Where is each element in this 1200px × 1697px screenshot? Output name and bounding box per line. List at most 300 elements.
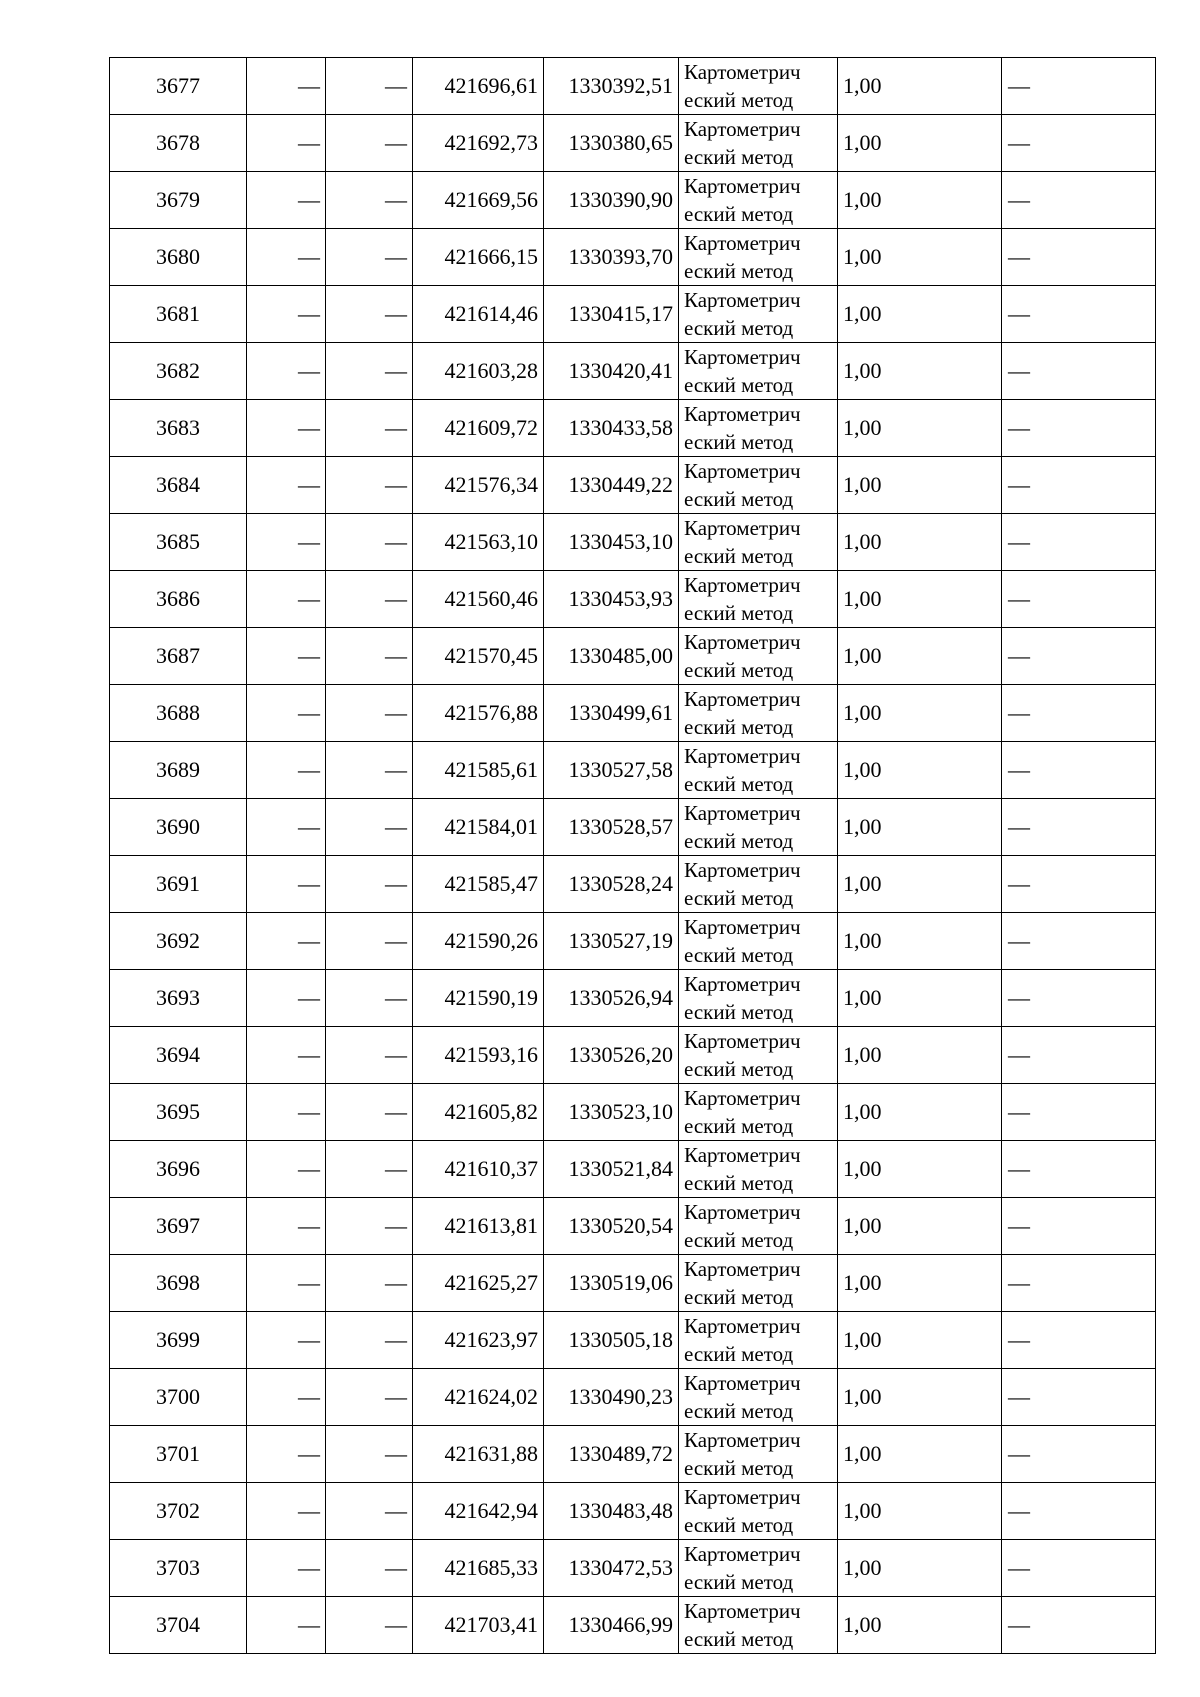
accuracy-cell: 1,00 bbox=[838, 172, 1002, 229]
method-text-line: Картометрич bbox=[684, 1485, 801, 1509]
accuracy-cell: 1,00 bbox=[838, 58, 1002, 115]
point-number-cell: 3682 bbox=[110, 343, 247, 400]
dash-cell: — bbox=[326, 58, 413, 115]
method-text-line: еский метод bbox=[684, 88, 794, 112]
dash-cell: — bbox=[247, 457, 326, 514]
accuracy-cell: 1,00 bbox=[838, 457, 1002, 514]
dash-cell: — bbox=[247, 628, 326, 685]
accuracy-cell: 1,00 bbox=[838, 514, 1002, 571]
method-text-line: еский метод bbox=[684, 487, 794, 511]
method-cell bbox=[679, 1483, 838, 1540]
method-text-line: Картометрич bbox=[684, 459, 801, 483]
dash-cell: — bbox=[326, 514, 413, 571]
method-text-line: Картометрич bbox=[684, 516, 801, 540]
coordinate-y-cell: 1330466,99 bbox=[544, 1597, 679, 1654]
method-text-line: еский метод bbox=[684, 1627, 794, 1651]
method-text-line: еский метод bbox=[684, 145, 794, 169]
dash-cell: — bbox=[1002, 58, 1156, 115]
table-row bbox=[110, 1312, 1156, 1369]
dash-cell: — bbox=[1002, 1084, 1156, 1141]
method-cell bbox=[679, 58, 838, 115]
table-row bbox=[110, 970, 1156, 1027]
coordinate-y-cell: 1330519,06 bbox=[544, 1255, 679, 1312]
coordinate-x-cell: 421584,01 bbox=[413, 799, 544, 856]
accuracy-cell: 1,00 bbox=[838, 400, 1002, 457]
method-text-line: еский метод bbox=[684, 316, 794, 340]
dash-cell: — bbox=[1002, 1141, 1156, 1198]
table-row bbox=[110, 628, 1156, 685]
accuracy-cell: 1,00 bbox=[838, 229, 1002, 286]
dash-cell: — bbox=[247, 343, 326, 400]
point-number-cell: 3702 bbox=[110, 1483, 247, 1540]
coordinate-x-cell: 421609,72 bbox=[413, 400, 544, 457]
dash-cell: — bbox=[326, 1426, 413, 1483]
method-text-line: Картометрич bbox=[684, 1314, 801, 1338]
dash-cell: — bbox=[247, 1255, 326, 1312]
dash-cell: — bbox=[1002, 457, 1156, 514]
method-text-line: Картометрич bbox=[684, 1257, 801, 1281]
coordinate-y-cell: 1330527,58 bbox=[544, 742, 679, 799]
table-row bbox=[110, 286, 1156, 343]
table-row bbox=[110, 742, 1156, 799]
method-cell bbox=[679, 742, 838, 799]
point-number-cell: 3690 bbox=[110, 799, 247, 856]
coordinate-x-cell: 421603,28 bbox=[413, 343, 544, 400]
accuracy-cell: 1,00 bbox=[838, 1597, 1002, 1654]
coordinate-x-cell: 421625,27 bbox=[413, 1255, 544, 1312]
method-text-line: Картометрич bbox=[684, 402, 801, 426]
dash-cell: — bbox=[1002, 856, 1156, 913]
point-number-cell: 3697 bbox=[110, 1198, 247, 1255]
accuracy-cell: 1,00 bbox=[838, 115, 1002, 172]
coordinate-x-cell: 421696,61 bbox=[413, 58, 544, 115]
method-cell bbox=[679, 799, 838, 856]
dash-cell: — bbox=[326, 685, 413, 742]
dash-cell: — bbox=[326, 229, 413, 286]
dash-cell: — bbox=[1002, 1027, 1156, 1084]
coordinate-y-cell: 1330490,23 bbox=[544, 1369, 679, 1426]
method-cell bbox=[679, 400, 838, 457]
dash-cell: — bbox=[1002, 913, 1156, 970]
dash-cell: — bbox=[1002, 1597, 1156, 1654]
coordinate-x-cell: 421631,88 bbox=[413, 1426, 544, 1483]
method-text-line: еский метод bbox=[684, 1000, 794, 1024]
dash-cell: — bbox=[326, 1369, 413, 1426]
table-row bbox=[110, 1084, 1156, 1141]
dash-cell: — bbox=[247, 1198, 326, 1255]
coordinate-x-cell: 421570,45 bbox=[413, 628, 544, 685]
method-text-line: Картометрич bbox=[684, 915, 801, 939]
method-text-line: еский метод bbox=[684, 943, 794, 967]
method-text-line: Картометрич bbox=[684, 1029, 801, 1053]
point-number-cell: 3679 bbox=[110, 172, 247, 229]
method-text-line: еский метод bbox=[684, 772, 794, 796]
coordinate-y-cell: 1330449,22 bbox=[544, 457, 679, 514]
table-row bbox=[110, 1597, 1156, 1654]
coordinate-y-cell: 1330528,57 bbox=[544, 799, 679, 856]
coordinate-x-cell: 421613,81 bbox=[413, 1198, 544, 1255]
dash-cell: — bbox=[326, 571, 413, 628]
method-cell bbox=[679, 172, 838, 229]
method-text-line: еский метод bbox=[684, 886, 794, 910]
table-row bbox=[110, 913, 1156, 970]
table-row bbox=[110, 1483, 1156, 1540]
coordinate-y-cell: 1330390,90 bbox=[544, 172, 679, 229]
method-cell bbox=[679, 514, 838, 571]
dash-cell: — bbox=[247, 115, 326, 172]
accuracy-cell: 1,00 bbox=[838, 799, 1002, 856]
method-text-line: Картометрич bbox=[684, 1086, 801, 1110]
table-row bbox=[110, 457, 1156, 514]
method-text-line: Картометрич bbox=[684, 744, 801, 768]
dash-cell: — bbox=[326, 799, 413, 856]
method-text-line: Картометрич bbox=[684, 174, 801, 198]
method-text-line: Картометрич bbox=[684, 1599, 801, 1623]
coordinate-y-cell: 1330523,10 bbox=[544, 1084, 679, 1141]
dash-cell: — bbox=[247, 58, 326, 115]
coordinate-x-cell: 421610,37 bbox=[413, 1141, 544, 1198]
dash-cell: — bbox=[247, 514, 326, 571]
coordinate-y-cell: 1330392,51 bbox=[544, 58, 679, 115]
dash-cell: — bbox=[326, 628, 413, 685]
method-cell bbox=[679, 685, 838, 742]
method-text-line: Картометрич bbox=[684, 231, 801, 255]
point-number-cell: 3681 bbox=[110, 286, 247, 343]
coordinate-x-cell: 421623,97 bbox=[413, 1312, 544, 1369]
dash-cell: — bbox=[247, 1369, 326, 1426]
coordinate-x-cell: 421585,61 bbox=[413, 742, 544, 799]
coordinates-table bbox=[109, 57, 1156, 1654]
point-number-cell: 3683 bbox=[110, 400, 247, 457]
dash-cell: — bbox=[247, 1027, 326, 1084]
method-text-line: еский метод bbox=[684, 1456, 794, 1480]
method-cell bbox=[679, 970, 838, 1027]
coordinate-x-cell: 421590,26 bbox=[413, 913, 544, 970]
method-text-line: Картометрич bbox=[684, 345, 801, 369]
dash-cell: — bbox=[1002, 229, 1156, 286]
dash-cell: — bbox=[1002, 343, 1156, 400]
dash-cell: — bbox=[247, 856, 326, 913]
dash-cell: — bbox=[326, 970, 413, 1027]
point-number-cell: 3687 bbox=[110, 628, 247, 685]
dash-cell: — bbox=[1002, 1483, 1156, 1540]
coordinate-x-cell: 421605,82 bbox=[413, 1084, 544, 1141]
method-cell bbox=[679, 286, 838, 343]
method-text-line: еский метод bbox=[684, 1342, 794, 1366]
table-row bbox=[110, 1141, 1156, 1198]
method-text-line: Картометрич bbox=[684, 1143, 801, 1167]
coordinate-x-cell: 421624,02 bbox=[413, 1369, 544, 1426]
accuracy-cell: 1,00 bbox=[838, 628, 1002, 685]
dash-cell: — bbox=[326, 172, 413, 229]
coordinate-y-cell: 1330380,65 bbox=[544, 115, 679, 172]
point-number-cell: 3704 bbox=[110, 1597, 247, 1654]
dash-cell: — bbox=[247, 685, 326, 742]
table-row bbox=[110, 1255, 1156, 1312]
method-text-line: Картометрич bbox=[684, 687, 801, 711]
coordinate-y-cell: 1330415,17 bbox=[544, 286, 679, 343]
dash-cell: — bbox=[326, 286, 413, 343]
coordinate-y-cell: 1330526,20 bbox=[544, 1027, 679, 1084]
dash-cell: — bbox=[326, 1483, 413, 1540]
dash-cell: — bbox=[326, 343, 413, 400]
dash-cell: — bbox=[247, 1597, 326, 1654]
accuracy-cell: 1,00 bbox=[838, 856, 1002, 913]
point-number-cell: 3680 bbox=[110, 229, 247, 286]
method-text-line: еский метод bbox=[684, 715, 794, 739]
dash-cell: — bbox=[247, 970, 326, 1027]
coordinate-y-cell: 1330526,94 bbox=[544, 970, 679, 1027]
dash-cell: — bbox=[1002, 514, 1156, 571]
method-text-line: Картометрич bbox=[684, 1371, 801, 1395]
method-cell bbox=[679, 1198, 838, 1255]
dash-cell: — bbox=[1002, 1369, 1156, 1426]
point-number-cell: 3686 bbox=[110, 571, 247, 628]
point-number-cell: 3695 bbox=[110, 1084, 247, 1141]
method-text-line: Картометрич bbox=[684, 117, 801, 141]
coordinate-y-cell: 1330453,10 bbox=[544, 514, 679, 571]
dash-cell: — bbox=[247, 742, 326, 799]
accuracy-cell: 1,00 bbox=[838, 1084, 1002, 1141]
accuracy-cell: 1,00 bbox=[838, 1312, 1002, 1369]
dash-cell: — bbox=[326, 1141, 413, 1198]
dash-cell: — bbox=[326, 115, 413, 172]
table-row bbox=[110, 58, 1156, 115]
coordinate-y-cell: 1330520,54 bbox=[544, 1198, 679, 1255]
coordinate-y-cell: 1330528,24 bbox=[544, 856, 679, 913]
dash-cell: — bbox=[1002, 1540, 1156, 1597]
method-cell bbox=[679, 1141, 838, 1198]
method-cell bbox=[679, 571, 838, 628]
dash-cell: — bbox=[1002, 115, 1156, 172]
method-text-line: Картометрич bbox=[684, 630, 801, 654]
method-text-line: Картометрич bbox=[684, 1428, 801, 1452]
dash-cell: — bbox=[1002, 742, 1156, 799]
coordinate-x-cell: 421692,73 bbox=[413, 115, 544, 172]
dash-cell: — bbox=[326, 457, 413, 514]
table-row bbox=[110, 400, 1156, 457]
method-cell bbox=[679, 913, 838, 970]
method-cell bbox=[679, 856, 838, 913]
dash-cell: — bbox=[326, 1540, 413, 1597]
table-body bbox=[110, 58, 1156, 1654]
point-number-cell: 3703 bbox=[110, 1540, 247, 1597]
accuracy-cell: 1,00 bbox=[838, 685, 1002, 742]
dash-cell: — bbox=[326, 1312, 413, 1369]
table-row bbox=[110, 856, 1156, 913]
coordinate-x-cell: 421576,88 bbox=[413, 685, 544, 742]
accuracy-cell: 1,00 bbox=[838, 913, 1002, 970]
table-row bbox=[110, 1369, 1156, 1426]
point-number-cell: 3689 bbox=[110, 742, 247, 799]
accuracy-cell: 1,00 bbox=[838, 1141, 1002, 1198]
method-text-line: еский метод bbox=[684, 1057, 794, 1081]
dash-cell: — bbox=[1002, 172, 1156, 229]
method-text-line: еский метод bbox=[684, 1228, 794, 1252]
method-text-line: еский метод bbox=[684, 601, 794, 625]
dash-cell: — bbox=[1002, 1426, 1156, 1483]
table-row bbox=[110, 172, 1156, 229]
point-number-cell: 3677 bbox=[110, 58, 247, 115]
dash-cell: — bbox=[247, 1426, 326, 1483]
coordinate-y-cell: 1330453,93 bbox=[544, 571, 679, 628]
table-row bbox=[110, 1198, 1156, 1255]
dash-cell: — bbox=[326, 1027, 413, 1084]
dash-cell: — bbox=[247, 1084, 326, 1141]
method-text-line: еский метод bbox=[684, 259, 794, 283]
coordinate-x-cell: 421576,34 bbox=[413, 457, 544, 514]
accuracy-cell: 1,00 bbox=[838, 970, 1002, 1027]
method-cell bbox=[679, 1312, 838, 1369]
coordinate-x-cell: 421590,19 bbox=[413, 970, 544, 1027]
coordinate-y-cell: 1330420,41 bbox=[544, 343, 679, 400]
accuracy-cell: 1,00 bbox=[838, 343, 1002, 400]
dash-cell: — bbox=[247, 1141, 326, 1198]
method-cell bbox=[679, 1027, 838, 1084]
dash-cell: — bbox=[1002, 571, 1156, 628]
point-number-cell: 3685 bbox=[110, 514, 247, 571]
accuracy-cell: 1,00 bbox=[838, 286, 1002, 343]
coordinate-y-cell: 1330505,18 bbox=[544, 1312, 679, 1369]
method-text-line: еский метод bbox=[684, 1399, 794, 1423]
dash-cell: — bbox=[326, 1084, 413, 1141]
dash-cell: — bbox=[326, 1198, 413, 1255]
dash-cell: — bbox=[1002, 970, 1156, 1027]
method-text-line: Картометрич bbox=[684, 288, 801, 312]
method-text-line: еский метод bbox=[684, 430, 794, 454]
coordinate-x-cell: 421560,46 bbox=[413, 571, 544, 628]
dash-cell: — bbox=[1002, 1198, 1156, 1255]
dash-cell: — bbox=[1002, 685, 1156, 742]
coordinate-y-cell: 1330499,61 bbox=[544, 685, 679, 742]
point-number-cell: 3693 bbox=[110, 970, 247, 1027]
coordinate-x-cell: 421669,56 bbox=[413, 172, 544, 229]
method-text-line: Картометрич bbox=[684, 573, 801, 597]
method-cell bbox=[679, 343, 838, 400]
method-cell bbox=[679, 1084, 838, 1141]
coordinate-y-cell: 1330489,72 bbox=[544, 1426, 679, 1483]
coordinate-x-cell: 421642,94 bbox=[413, 1483, 544, 1540]
dash-cell: — bbox=[326, 1255, 413, 1312]
point-number-cell: 3696 bbox=[110, 1141, 247, 1198]
method-cell bbox=[679, 1540, 838, 1597]
method-text-line: еский метод bbox=[684, 202, 794, 226]
method-text-line: еский метод bbox=[684, 373, 794, 397]
point-number-cell: 3694 bbox=[110, 1027, 247, 1084]
point-number-cell: 3684 bbox=[110, 457, 247, 514]
table-row bbox=[110, 685, 1156, 742]
dash-cell: — bbox=[1002, 400, 1156, 457]
method-text-line: Картометрич bbox=[684, 858, 801, 882]
table-row bbox=[110, 1027, 1156, 1084]
method-text-line: еский метод bbox=[684, 1114, 794, 1138]
method-cell bbox=[679, 1255, 838, 1312]
table-row bbox=[110, 799, 1156, 856]
coordinate-y-cell: 1330483,48 bbox=[544, 1483, 679, 1540]
method-cell bbox=[679, 457, 838, 514]
coordinate-y-cell: 1330472,53 bbox=[544, 1540, 679, 1597]
coordinate-x-cell: 421585,47 bbox=[413, 856, 544, 913]
dash-cell: — bbox=[247, 1312, 326, 1369]
table-row bbox=[110, 1540, 1156, 1597]
accuracy-cell: 1,00 bbox=[838, 1369, 1002, 1426]
coordinate-x-cell: 421685,33 bbox=[413, 1540, 544, 1597]
table-row bbox=[110, 115, 1156, 172]
point-number-cell: 3692 bbox=[110, 913, 247, 970]
accuracy-cell: 1,00 bbox=[838, 1540, 1002, 1597]
coordinate-y-cell: 1330393,70 bbox=[544, 229, 679, 286]
dash-cell: — bbox=[1002, 1255, 1156, 1312]
accuracy-cell: 1,00 bbox=[838, 1255, 1002, 1312]
method-text-line: Картометрич bbox=[684, 801, 801, 825]
method-cell bbox=[679, 229, 838, 286]
method-text-line: еский метод bbox=[684, 658, 794, 682]
dash-cell: — bbox=[247, 1540, 326, 1597]
coordinate-x-cell: 421666,15 bbox=[413, 229, 544, 286]
method-text-line: еский метод bbox=[684, 829, 794, 853]
coordinate-x-cell: 421593,16 bbox=[413, 1027, 544, 1084]
method-text-line: Картометрич bbox=[684, 972, 801, 996]
accuracy-cell: 1,00 bbox=[838, 1483, 1002, 1540]
dash-cell: — bbox=[247, 286, 326, 343]
method-cell bbox=[679, 628, 838, 685]
dash-cell: — bbox=[326, 856, 413, 913]
coordinate-x-cell: 421703,41 bbox=[413, 1597, 544, 1654]
dash-cell: — bbox=[326, 913, 413, 970]
accuracy-cell: 1,00 bbox=[838, 1198, 1002, 1255]
point-number-cell: 3678 bbox=[110, 115, 247, 172]
table-row bbox=[110, 514, 1156, 571]
method-cell bbox=[679, 1369, 838, 1426]
table-row bbox=[110, 571, 1156, 628]
point-number-cell: 3688 bbox=[110, 685, 247, 742]
coordinate-y-cell: 1330527,19 bbox=[544, 913, 679, 970]
dash-cell: — bbox=[1002, 628, 1156, 685]
table-row bbox=[110, 1426, 1156, 1483]
method-text-line: Картометрич bbox=[684, 60, 801, 84]
accuracy-cell: 1,00 bbox=[838, 1027, 1002, 1084]
method-text-line: еский метод bbox=[684, 1285, 794, 1309]
dash-cell: — bbox=[247, 1483, 326, 1540]
dash-cell: — bbox=[326, 1597, 413, 1654]
dash-cell: — bbox=[247, 229, 326, 286]
point-number-cell: 3701 bbox=[110, 1426, 247, 1483]
method-text-line: еский метод bbox=[684, 544, 794, 568]
method-cell bbox=[679, 1597, 838, 1654]
point-number-cell: 3700 bbox=[110, 1369, 247, 1426]
coordinate-y-cell: 1330433,58 bbox=[544, 400, 679, 457]
method-cell bbox=[679, 1426, 838, 1483]
method-text-line: еский метод bbox=[684, 1513, 794, 1537]
dash-cell: — bbox=[247, 571, 326, 628]
dash-cell: — bbox=[1002, 799, 1156, 856]
coordinate-y-cell: 1330521,84 bbox=[544, 1141, 679, 1198]
accuracy-cell: 1,00 bbox=[838, 1426, 1002, 1483]
dash-cell: — bbox=[247, 799, 326, 856]
dash-cell: — bbox=[247, 400, 326, 457]
dash-cell: — bbox=[1002, 1312, 1156, 1369]
accuracy-cell: 1,00 bbox=[838, 742, 1002, 799]
point-number-cell: 3698 bbox=[110, 1255, 247, 1312]
method-cell bbox=[679, 115, 838, 172]
method-text-line: Картометрич bbox=[684, 1542, 801, 1566]
coordinate-x-cell: 421614,46 bbox=[413, 286, 544, 343]
table-row bbox=[110, 343, 1156, 400]
dash-cell: — bbox=[326, 400, 413, 457]
dash-cell: — bbox=[326, 742, 413, 799]
method-text-line: еский метод bbox=[684, 1171, 794, 1195]
accuracy-cell: 1,00 bbox=[838, 571, 1002, 628]
